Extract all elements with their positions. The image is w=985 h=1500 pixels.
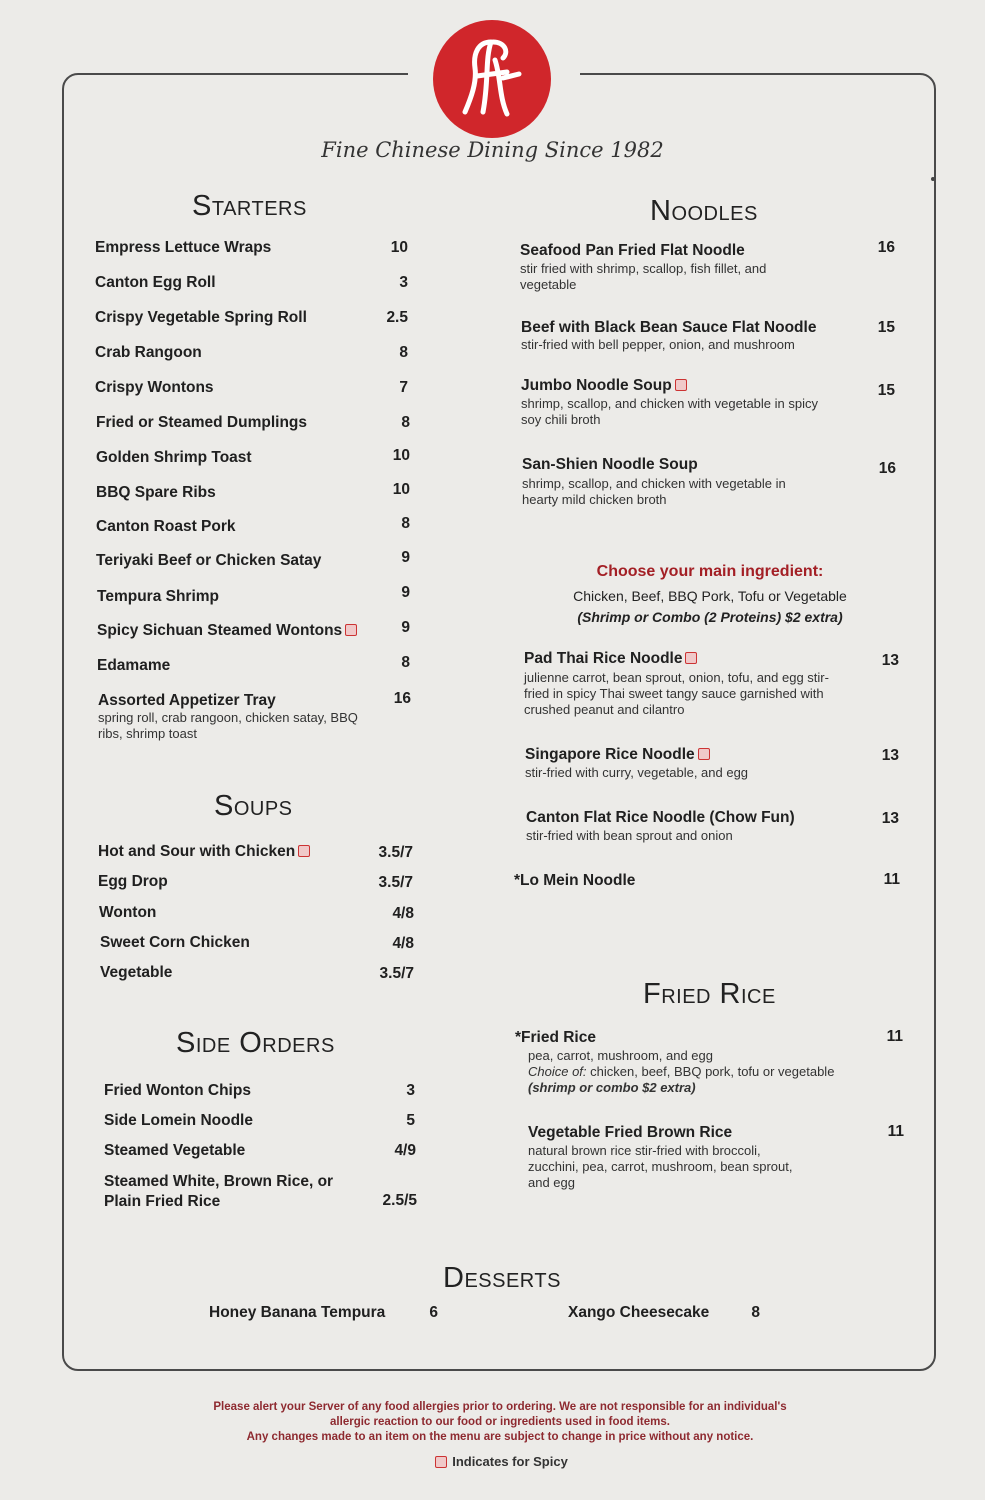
menu-item-price: 8	[401, 414, 410, 431]
menu-item-price: 3	[406, 1082, 415, 1099]
menu-item-price: 11	[886, 1028, 903, 1045]
menu-item-price: 3	[399, 274, 408, 291]
menu-item-price: 4/8	[392, 935, 414, 952]
menu-item-price: 15	[877, 382, 895, 399]
menu-item-price: 8	[401, 654, 410, 671]
menu-item-name: Fried or Steamed Dumplings	[96, 414, 308, 431]
menu-item-price: 13	[881, 810, 899, 827]
spicy-icon	[698, 748, 710, 760]
legend-label: Indicates for Spicy	[452, 1454, 568, 1469]
menu-item-name: *Lo Mein Noodle	[514, 872, 636, 889]
choose-ingredient-options	[520, 586, 900, 628]
menu-item-description: spring roll, crab rangoon, chicken satay, BBQ ribs, shrimp toast	[98, 710, 358, 741]
menu-item-name	[97, 622, 357, 640]
fried-rice-title: Fried Rice	[643, 978, 776, 1010]
menu-item-price: 16	[878, 460, 896, 477]
menu-item-price: 10	[392, 447, 410, 464]
menu-item-price: 15	[877, 319, 895, 336]
notice-line: Please alert your Server of any food allergies prior to ordering. We are not responsible for an individual's	[213, 1401, 787, 1413]
menu-item-price: 9	[401, 549, 410, 566]
noodles-title: Noodles	[650, 195, 758, 227]
ingredient-options-line: Chicken, Beef, BBQ Pork, Tofu or Vegetable	[573, 588, 847, 604]
menu-item-name: Honey Banana Tempura	[209, 1304, 386, 1321]
menu-item-description: stir-fried with bean sprout and onion	[526, 828, 733, 843]
menu-item-price: 11	[883, 871, 900, 888]
menu-item-name: Crispy Wontons	[95, 379, 214, 396]
menu-item-name: Canton Egg Roll	[95, 274, 216, 291]
menu-item-name: Assorted Appetizer Tray	[98, 692, 276, 709]
menu-item-price: 7	[399, 379, 408, 396]
menu-item-name: Vegetable Fried Brown Rice	[528, 1124, 733, 1141]
notice-line: Any changes made to an item on the menu are subject to change in price without any notice.	[246, 1431, 754, 1443]
desserts-title: Desserts	[443, 1262, 561, 1294]
menu-item-price: 3.5/7	[378, 844, 413, 861]
menu-item-price: 3.5/7	[379, 965, 414, 982]
allergy-notice	[150, 1400, 850, 1445]
menu-item-price: 5	[406, 1112, 415, 1129]
menu-item-name: Crab Rangoon	[95, 344, 202, 361]
side-orders-title: Side Orders	[176, 1027, 335, 1059]
spicy-icon	[685, 652, 697, 664]
menu-item-name: San-Shien Noodle Soup	[522, 456, 698, 473]
menu-item-name: Golden Shrimp Toast	[96, 449, 252, 466]
soups-title: Soups	[214, 790, 293, 822]
menu-item-name: Crispy Vegetable Spring Roll	[95, 309, 307, 326]
menu-item-price: 13	[881, 652, 899, 669]
menu-item-name: BBQ Spare Ribs	[96, 484, 216, 501]
menu-item-price: 4/9	[394, 1142, 416, 1159]
menu-item-name: Fried Wonton Chips	[104, 1082, 251, 1099]
menu-item-description: stir fried with shrimp, scallop, fish fillet, and vegetable	[520, 261, 767, 292]
menu-item-name: Teriyaki Beef or Chicken Satay	[96, 552, 322, 569]
menu-item-name: Seafood Pan Fried Flat Noodle	[520, 242, 745, 259]
menu-item-name: Xango Cheesecake	[568, 1304, 710, 1321]
logo-mark-icon	[433, 20, 551, 138]
fried-rice-choice	[528, 1064, 868, 1080]
choose-ingredient-title: Choose your main ingredient:	[596, 563, 824, 580]
fried-rice-ingredients: pea, carrot, mushroom, and egg	[528, 1048, 713, 1063]
menu-item-description: shrimp, scallop, and chicken with vegetable in hearty mild chicken broth	[522, 476, 786, 507]
menu-item-name	[98, 843, 310, 861]
menu-item-name: Wonton	[99, 904, 157, 921]
menu-item-name	[524, 650, 697, 668]
menu-item-description: shrimp, scallop, and chicken with vegetable in spicy soy chili broth	[521, 396, 818, 427]
menu-item-name: Canton Roast Pork	[96, 518, 236, 535]
menu-item-label: Jumbo Noodle Soup	[521, 377, 672, 394]
menu-item-price: 16	[877, 239, 895, 256]
spicy-icon	[345, 624, 357, 636]
menu-item-label: Spicy Sichuan Steamed Wontons	[97, 622, 343, 639]
menu-item-price: 8	[399, 344, 408, 361]
spicy-icon	[435, 1456, 447, 1468]
menu-item-price: 8	[751, 1304, 760, 1321]
menu-item-price: 4/8	[392, 905, 414, 922]
menu-item-label: Singapore Rice Noodle	[525, 746, 695, 763]
menu-item-description: julienne carrot, bean sprout, onion, tofu, and egg stir-fried in spicy Thai sweet tangy sauce garnished with crushed peanut and cilantro	[524, 670, 829, 717]
menu-item-name: Steamed White, Brown Rice, or Plain Fried Rice	[104, 1173, 334, 1210]
menu-item-name: Canton Flat Rice Noodle (Chow Fun)	[526, 809, 795, 826]
menu-item-name: Steamed Vegetable	[104, 1142, 246, 1159]
menu-item-price: 10	[390, 239, 408, 256]
ingredient-extra-line: (Shrimp or Combo (2 Proteins) $2 extra)	[577, 609, 843, 625]
notice-line: allergic reaction to our food or ingredients used in food items.	[330, 1416, 670, 1428]
spicy-legend	[400, 1454, 600, 1469]
menu-item-price: 3.5/7	[378, 874, 413, 891]
menu-item-price: 9	[401, 619, 410, 636]
menu-item-name	[525, 746, 710, 764]
menu-item-name: Beef with Black Bean Sauce Flat Noodle	[521, 319, 817, 336]
menu-item-name: Side Lomein Noodle	[104, 1112, 253, 1129]
menu-item-description	[528, 1048, 868, 1096]
menu-item-name: *Fried Rice	[515, 1029, 596, 1046]
menu-item-name: Empress Lettuce Wraps	[95, 239, 272, 256]
menu-item-label: Hot and Sour with Chicken	[98, 843, 296, 860]
spicy-icon	[675, 379, 687, 391]
menu-item-price: 11	[887, 1123, 904, 1140]
fried-rice-extra: (shrimp or combo $2 extra)	[528, 1080, 696, 1095]
menu-item-price: 13	[881, 747, 899, 764]
menu-item-price: 8	[401, 515, 410, 532]
tagline: Fine Chinese Dining Since 1982	[321, 138, 664, 162]
menu-item-price: 9	[401, 584, 410, 601]
menu-item-name	[521, 377, 687, 395]
choice-label: Choice of:	[528, 1064, 587, 1079]
menu-item-label: Pad Thai Rice Noodle	[524, 650, 683, 667]
menu-item-name: Vegetable	[100, 964, 173, 981]
menu-item-name: Tempura Shrimp	[97, 588, 220, 605]
menu-item-name: Edamame	[97, 657, 171, 674]
menu-item-price: 10	[392, 481, 410, 498]
menu-item-price: 2.5	[386, 309, 408, 326]
menu-item-description: natural brown rice stir-fried with broccoli, zucchini, pea, carrot, mushroom, bean sprout, and egg	[528, 1143, 793, 1190]
menu-item-name: Egg Drop	[98, 873, 168, 890]
spicy-icon	[298, 845, 310, 857]
starters-title: Starters	[192, 190, 307, 222]
menu-item-name: Sweet Corn Chicken	[100, 934, 250, 951]
choice-options: chicken, beef, BBQ pork, tofu or vegetable	[590, 1064, 835, 1079]
menu-item-description: stir-fried with curry, vegetable, and egg	[525, 765, 749, 780]
menu-item-price: 2.5/5	[382, 1192, 417, 1209]
menu-item-price: 16	[393, 690, 411, 707]
menu-item-price: 6	[429, 1304, 438, 1321]
menu-item-description: stir-fried with bell pepper, onion, and mushroom	[521, 337, 795, 352]
restaurant-logo	[433, 20, 551, 138]
